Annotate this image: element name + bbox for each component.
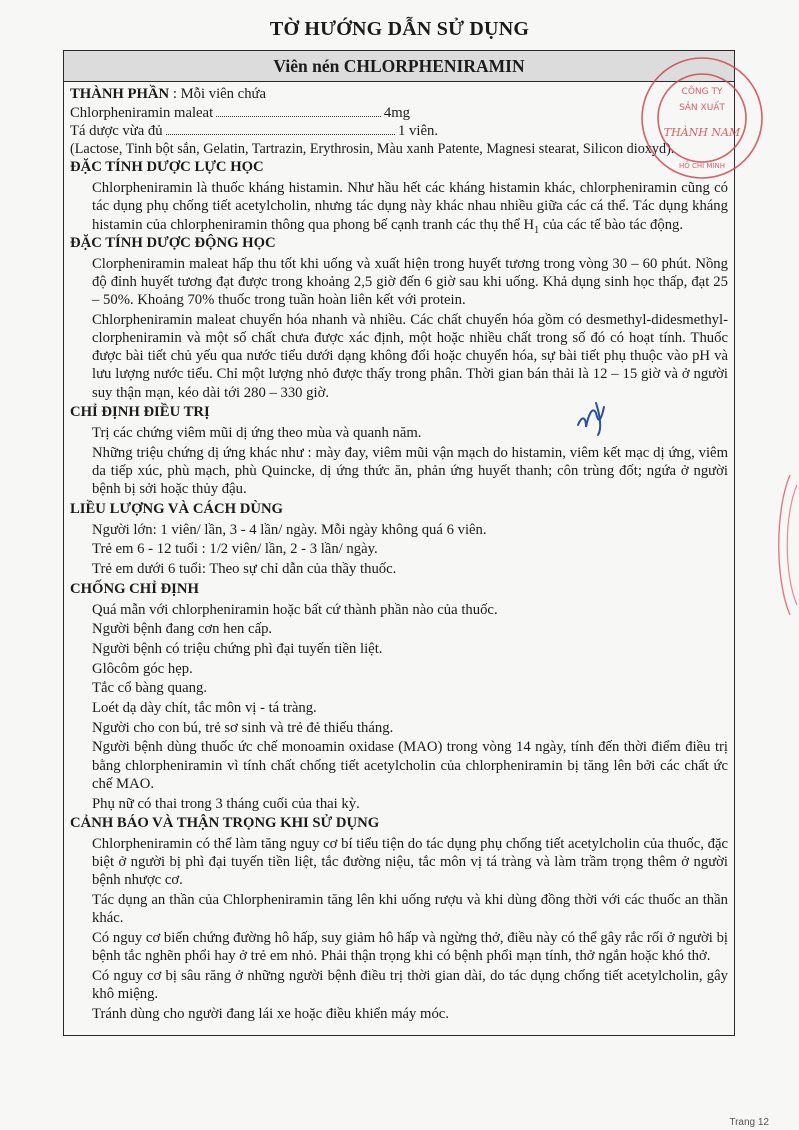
active-ingredient-amount: 4mg	[383, 104, 410, 121]
warning-paragraph: Tác dụng an thần của Chlorpheniramin tăng lên khi uống rượu và khi dùng đồng thời với các thuốc an thần khác.	[92, 892, 728, 927]
contraindication-item: Người bệnh đang cơn hen cấp.	[92, 621, 273, 638]
excipient-line	[70, 122, 438, 140]
pharmacodynamics-heading: ĐẶC TÍNH DƯỢC LỰC HỌC	[70, 159, 264, 176]
stamp-line: THÀNH NAM	[663, 126, 741, 139]
stamp-line: SẢN XUẤT	[679, 103, 725, 113]
indications-paragraph: Trị các chứng viêm mũi dị ứng theo mùa và quanh năm.	[92, 425, 422, 442]
contraindication-item: Người bệnh dùng thuốc ức chế monoamin oxidase (MAO) trong vòng 14 ngày, tính đến thời điểm điều trị bằng chlorpheniramin vì tính chất chống tiết acetylcholin của chlorpheniramin bị tăng lên bởi các chất ức chế MAO.	[92, 739, 728, 792]
pharmacodynamics-text: Chlorpheniramin là thuốc kháng histamin. Như hầu hết các kháng histamin khác, chlorpheniramin cũng có tác dụng phụ chống tiết acetylcholin, nhưng tác dụng này khác nhau nhiều giữa các cá thể. Tác dụng kháng histamin của chlorpheniramin thông qua phong bế cạnh tranh các thụ thể $H_1$ của các tế bào tác động.	[92, 180, 728, 236]
active-ingredient-line	[70, 104, 410, 122]
contraindication-item: Glôcôm góc hẹp.	[92, 660, 193, 677]
excipient-list: (Lactose, Tinh bột sắn, Gelatin, Tartrazin, Erythrosin, Màu xanh Patente, Magnesi stearat, Silicon dioxyd).	[70, 141, 675, 158]
pharmacokinetics-heading: ĐẶC TÍNH DƯỢC ĐỘNG HỌC	[70, 234, 276, 251]
warning-paragraph: Có nguy cơ biến chứng đường hô hấp, suy giảm hô hấp và ngừng thở, điều này có thể gây rắc rối ở người bị bệnh tắc nghẽn phổi hay ở trẻ em nhỏ. Phải thận trọng khi có bệnh phổi mạn tính, thở ngắn hoặc khó thở.	[92, 930, 728, 965]
document-title: TỜ HƯỚNG DẪN SỬ DỤNG	[269, 18, 530, 40]
pharmacokinetics-paragraph: Chlorpheniramin maleat chuyển hóa nhanh và nhiều. Các chất chuyển hóa gồm có desmethyl-didesmethyl-clorpheniramin và một số chất chưa được xác định, một hoặc nhiều chất trong số đó có hoạt tính. Thuốc được bài tiết chủ yếu qua nước tiểu dưới dạng không đổi hoặc chuyển hóa, sự bài tiết phụ thuộc vào pH và lưu lượng nước tiểu. Chỉ một lượng nhỏ được thấy trong phân. Thời gian bán thải là 12 – 15 giờ và ở người suy thận mạn, kéo dài tới 280 – 330 giờ.	[92, 311, 728, 401]
dosage-item: Trẻ em 6 - 12 tuổi : 1/2 viên/ lần, 2 - 3 lần/ ngày.	[92, 541, 378, 558]
composition-label: : Mỗi viên chứa	[169, 86, 267, 102]
contraindication-item: Quá mẫn với chlorpheniramin hoặc bất cứ thành phần nào của thuốc.	[92, 601, 498, 618]
composition-heading: THÀNH PHẦN : Mỗi viên chứa	[70, 86, 267, 102]
page-number: Trang 12	[729, 1117, 769, 1128]
warnings-heading: CẢNH BÁO VÀ THẬN TRỌNG KHI SỬ DỤNG	[70, 815, 380, 832]
dosage-item: Người lớn: 1 viên/ lần, 3 - 4 lần/ ngày. Mỗi ngày không quá 6 viên.	[92, 521, 487, 538]
contraindication-item: Loét dạ dày chít, tắc môn vị - tá tràng.	[92, 700, 317, 717]
pharmacokinetics-paragraph: Clorpheniramin maleat hấp thu tốt khi uống và xuất hiện trong huyết tương trong vòng 30 – 60 phút. Nồng độ đỉnh huyết tương đạt được trong khoảng 2,5 giờ đến 6 giờ sau khi uống. Khả dụng sinh học thấp, đạt 25 – 50%. Khoảng 70% thuốc trong tuần hoàn liên kết với protein.	[92, 255, 728, 309]
dosage-item: Trẻ em dưới 6 tuổi: Theo sự chỉ dẫn của thầy thuốc.	[92, 561, 397, 578]
warning-paragraph: Chlorpheniramin có thể làm tăng nguy cơ bí tiểu tiện do tác dụng phụ chống tiết acetylcholin của thuốc, đặc biệt ở người bị phì đại tuyến tiền liệt, tắc đường niệu, tắc môn vị tá tràng và làm trầm trọng thêm ở người bệnh nhược cơ.	[92, 836, 728, 889]
indications-paragraph: Những triệu chứng dị ứng khác như : mày đay, viêm mũi vận mạch do histamin, viêm kết mạc dị ứng, viêm da tiếp xúc, phù mạch, phù Quincke, dị ứng thức ăn, phản ứng huyết thanh; côn trùng đốt; ngứa ở người bệnh bị sởi hoặc thủy đậu.	[92, 444, 728, 498]
dosage-heading: LIỀU LƯỢNG VÀ CÁCH DÙNG	[70, 500, 283, 517]
warning-paragraph: Có nguy cơ bị sâu răng ở những người bệnh điều trị thời gian dài, do tác dụng chống tiết acetylcholin, gây khô miệng.	[92, 968, 728, 1003]
leaflet-frame	[63, 50, 735, 1036]
signature-icon	[574, 395, 614, 440]
excipient-name: Tá dược vừa đủ	[70, 123, 163, 139]
contraindication-item: Tắc cổ bàng quang.	[92, 680, 208, 697]
active-ingredient-name: Chlorpheniramin maleat	[70, 104, 214, 121]
warning-paragraph: Tránh dùng cho người đang lái xe hoặc điều khiển máy móc.	[92, 1005, 450, 1022]
stamp-line: HỒ CHÍ MINH	[678, 162, 726, 170]
leaflet-content	[64, 82, 734, 1023]
contraindication-item: Người cho con bú, trẻ sơ sinh và trẻ đẻ thiếu tháng.	[92, 719, 394, 736]
edge-stamp-icon	[770, 470, 799, 620]
stamp-line: CÔNG TY	[681, 87, 723, 97]
contraindications-heading: CHỐNG CHỈ ĐỊNH	[70, 580, 199, 597]
product-name: Viên nén CHLORPHENIRAMIN	[64, 51, 734, 82]
excipient-amount: 1 viên.	[398, 123, 438, 139]
indications-heading: CHỈ ĐỊNH ĐIỀU TRỊ	[70, 404, 210, 421]
contraindication-item: Phụ nữ có thai trong 3 tháng cuối của thai kỳ.	[92, 795, 360, 812]
contraindication-item: Người bệnh có triệu chứng phì đại tuyến tiền liệt.	[92, 640, 383, 657]
